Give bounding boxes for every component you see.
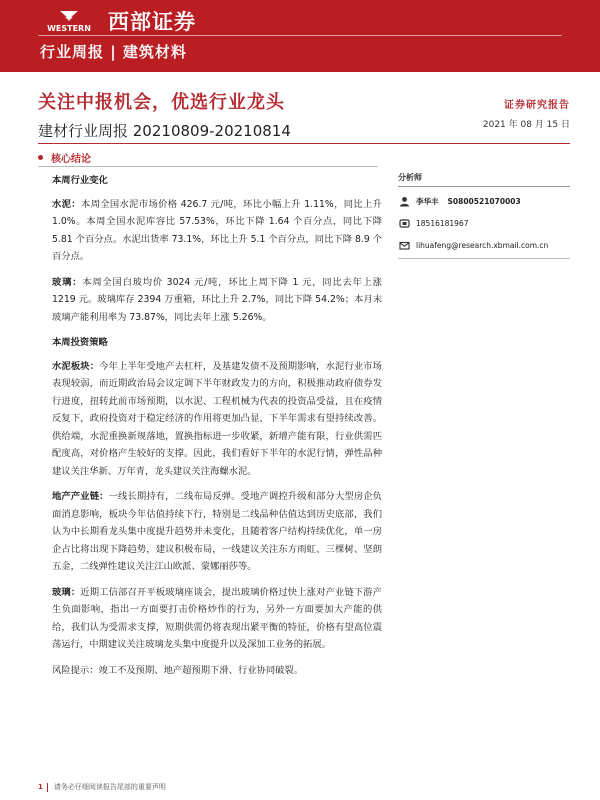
main-content <box>52 172 382 679</box>
analyst-panel <box>398 172 570 259</box>
strategy-estate-paragraph <box>52 488 382 576</box>
strategy-glass-text: 近期工信部召开平板玻璃座谈会，提出玻璃价格过快上涨对产业链下游产生负面影响，指出一方面要打击价格炒作的行为，另外一方面要加大产能的供给，我们认为受需求支撑，短期供需仍将表现出紧平衡的特征，价格有望高位震荡运行，中期建议关注玻璃龙头集中度提升以及深加工业务的拓展。 <box>52 586 382 650</box>
page-footer <box>38 782 166 792</box>
analyst-phone: 18516181967 <box>416 219 469 228</box>
section-title: 核心结论 <box>51 154 91 165</box>
title-divider <box>38 143 570 144</box>
strategy-glass-paragraph <box>52 584 382 654</box>
analyst-divider <box>398 258 570 259</box>
glass-text: 本周全国白玻均价 3024 元/吨，环比上周下降 1 元，同比去年上涨 1219 元。玻璃库存 2394 万重箱，环比上升 2.7%，同比下降 54.2%；本月末玻璃产能利用率为 73.87%，同比去年上涨 5.26%。 <box>52 276 382 323</box>
section-divider <box>38 166 378 167</box>
email-row <box>398 238 570 253</box>
cement-paragraph <box>52 196 382 266</box>
report-subtitle: 建材行业周报 20210809-20210814 <box>38 122 291 140</box>
email-icon <box>398 240 410 252</box>
strategy-heading: 本周投资策略 <box>52 337 108 348</box>
header-band <box>0 0 600 72</box>
glass-paragraph <box>52 274 382 327</box>
analyst-name: 李华丰 <box>416 197 439 206</box>
strategy-cement-text: 今年上半年受地产去杠杆，及基建发债不及预期影响，水泥行业市场表现较弱，而近期政治局会议定调下半年财政发力的方向，积极推动政府债券发行进度，扭转此前市场预期，以水泥、工程机械为代表的投资品受益，且在疫情反复下，政府投资对于稳定经济的作用将更加凸显，下半年需求有望持续改善。供给端，水泥重换新规落地，置换指标进一步收紧，新增产能有限，行业供需匹配度高，对价格产生较好的支撑。因此，我们看好下半年的水泥行情，弹性品种建议关注华新、万年青，龙头建议关注海螺水泥。 <box>52 360 382 477</box>
glass-label: 玻璃： <box>52 276 83 288</box>
change-heading: 本周行业变化 <box>52 175 108 186</box>
cement-label: 水泥： <box>52 198 81 210</box>
analyst-row <box>398 194 570 209</box>
logo-cn-text: 西部证券 <box>108 10 196 34</box>
analyst-email[interactable]: lihuafeng@research.xbmail.com.cn <box>416 241 549 250</box>
footer-disclaimer: 请务必仔细阅读报告尾部的重要声明 <box>53 783 166 791</box>
western-logo-icon <box>38 8 100 34</box>
analyst-cert-number: S0800521070003 <box>447 197 521 206</box>
phone-row <box>398 216 570 231</box>
bullet-icon <box>38 155 43 160</box>
analyst-label: 分析师 <box>398 172 570 187</box>
strategy-cement-label: 水泥板块： <box>52 360 100 372</box>
header-divider <box>38 35 562 36</box>
strategy-glass-label: 玻璃： <box>52 586 81 598</box>
report-title: 关注中报机会，优选行业龙头 <box>38 92 285 113</box>
footer-divider <box>47 783 48 792</box>
report-type-label: 证券研究报告 <box>504 100 570 111</box>
risk-paragraph: 风险提示：竣工不及预期、地产超预期下滑、行业协同破裂。 <box>52 664 304 676</box>
strategy-cement-paragraph <box>52 358 382 481</box>
strategy-estate-text: 一线长期持有，二线布局反弹。受地产调控升级和部分大型房企负面消息影响，板块今年估值持续下行，特别是二线品种估值达到历史底部，我们认为中长期看龙头集中度提升趋势并未变化，且随着客户结构持续优化，单一房企占比将出现下降趋势，建议积极布局，一线建议关注东方雨虹、三棵树、坚朗五金，二线弹性建议关注江山欧派、蒙娜丽莎等。 <box>52 491 382 572</box>
report-date: 2021 年 08 月 15 日 <box>482 120 570 130</box>
page-number: 1 <box>38 783 43 791</box>
strategy-estate-label: 地产产业链： <box>52 491 109 502</box>
brand-logo <box>38 6 196 36</box>
header-subtitle: 行业周报 | 建筑材料 <box>40 43 187 61</box>
logo-en-text: WESTERN <box>47 24 91 33</box>
section-header <box>38 150 91 165</box>
person-icon <box>398 196 410 208</box>
cement-text: 本周全国水泥市场价格 426.7 元/吨，环比小幅上升 1.11%，同比上升 1.0%。本周全国水泥库容比 57.53%，环比下降 1.64 个百分点，同比下降 5.81 个百分点。水泥出货率 73.1%，环比上升 5.1 个百分点，同比下降 8.9 个百分点。 <box>52 198 382 262</box>
phone-icon <box>398 218 410 230</box>
